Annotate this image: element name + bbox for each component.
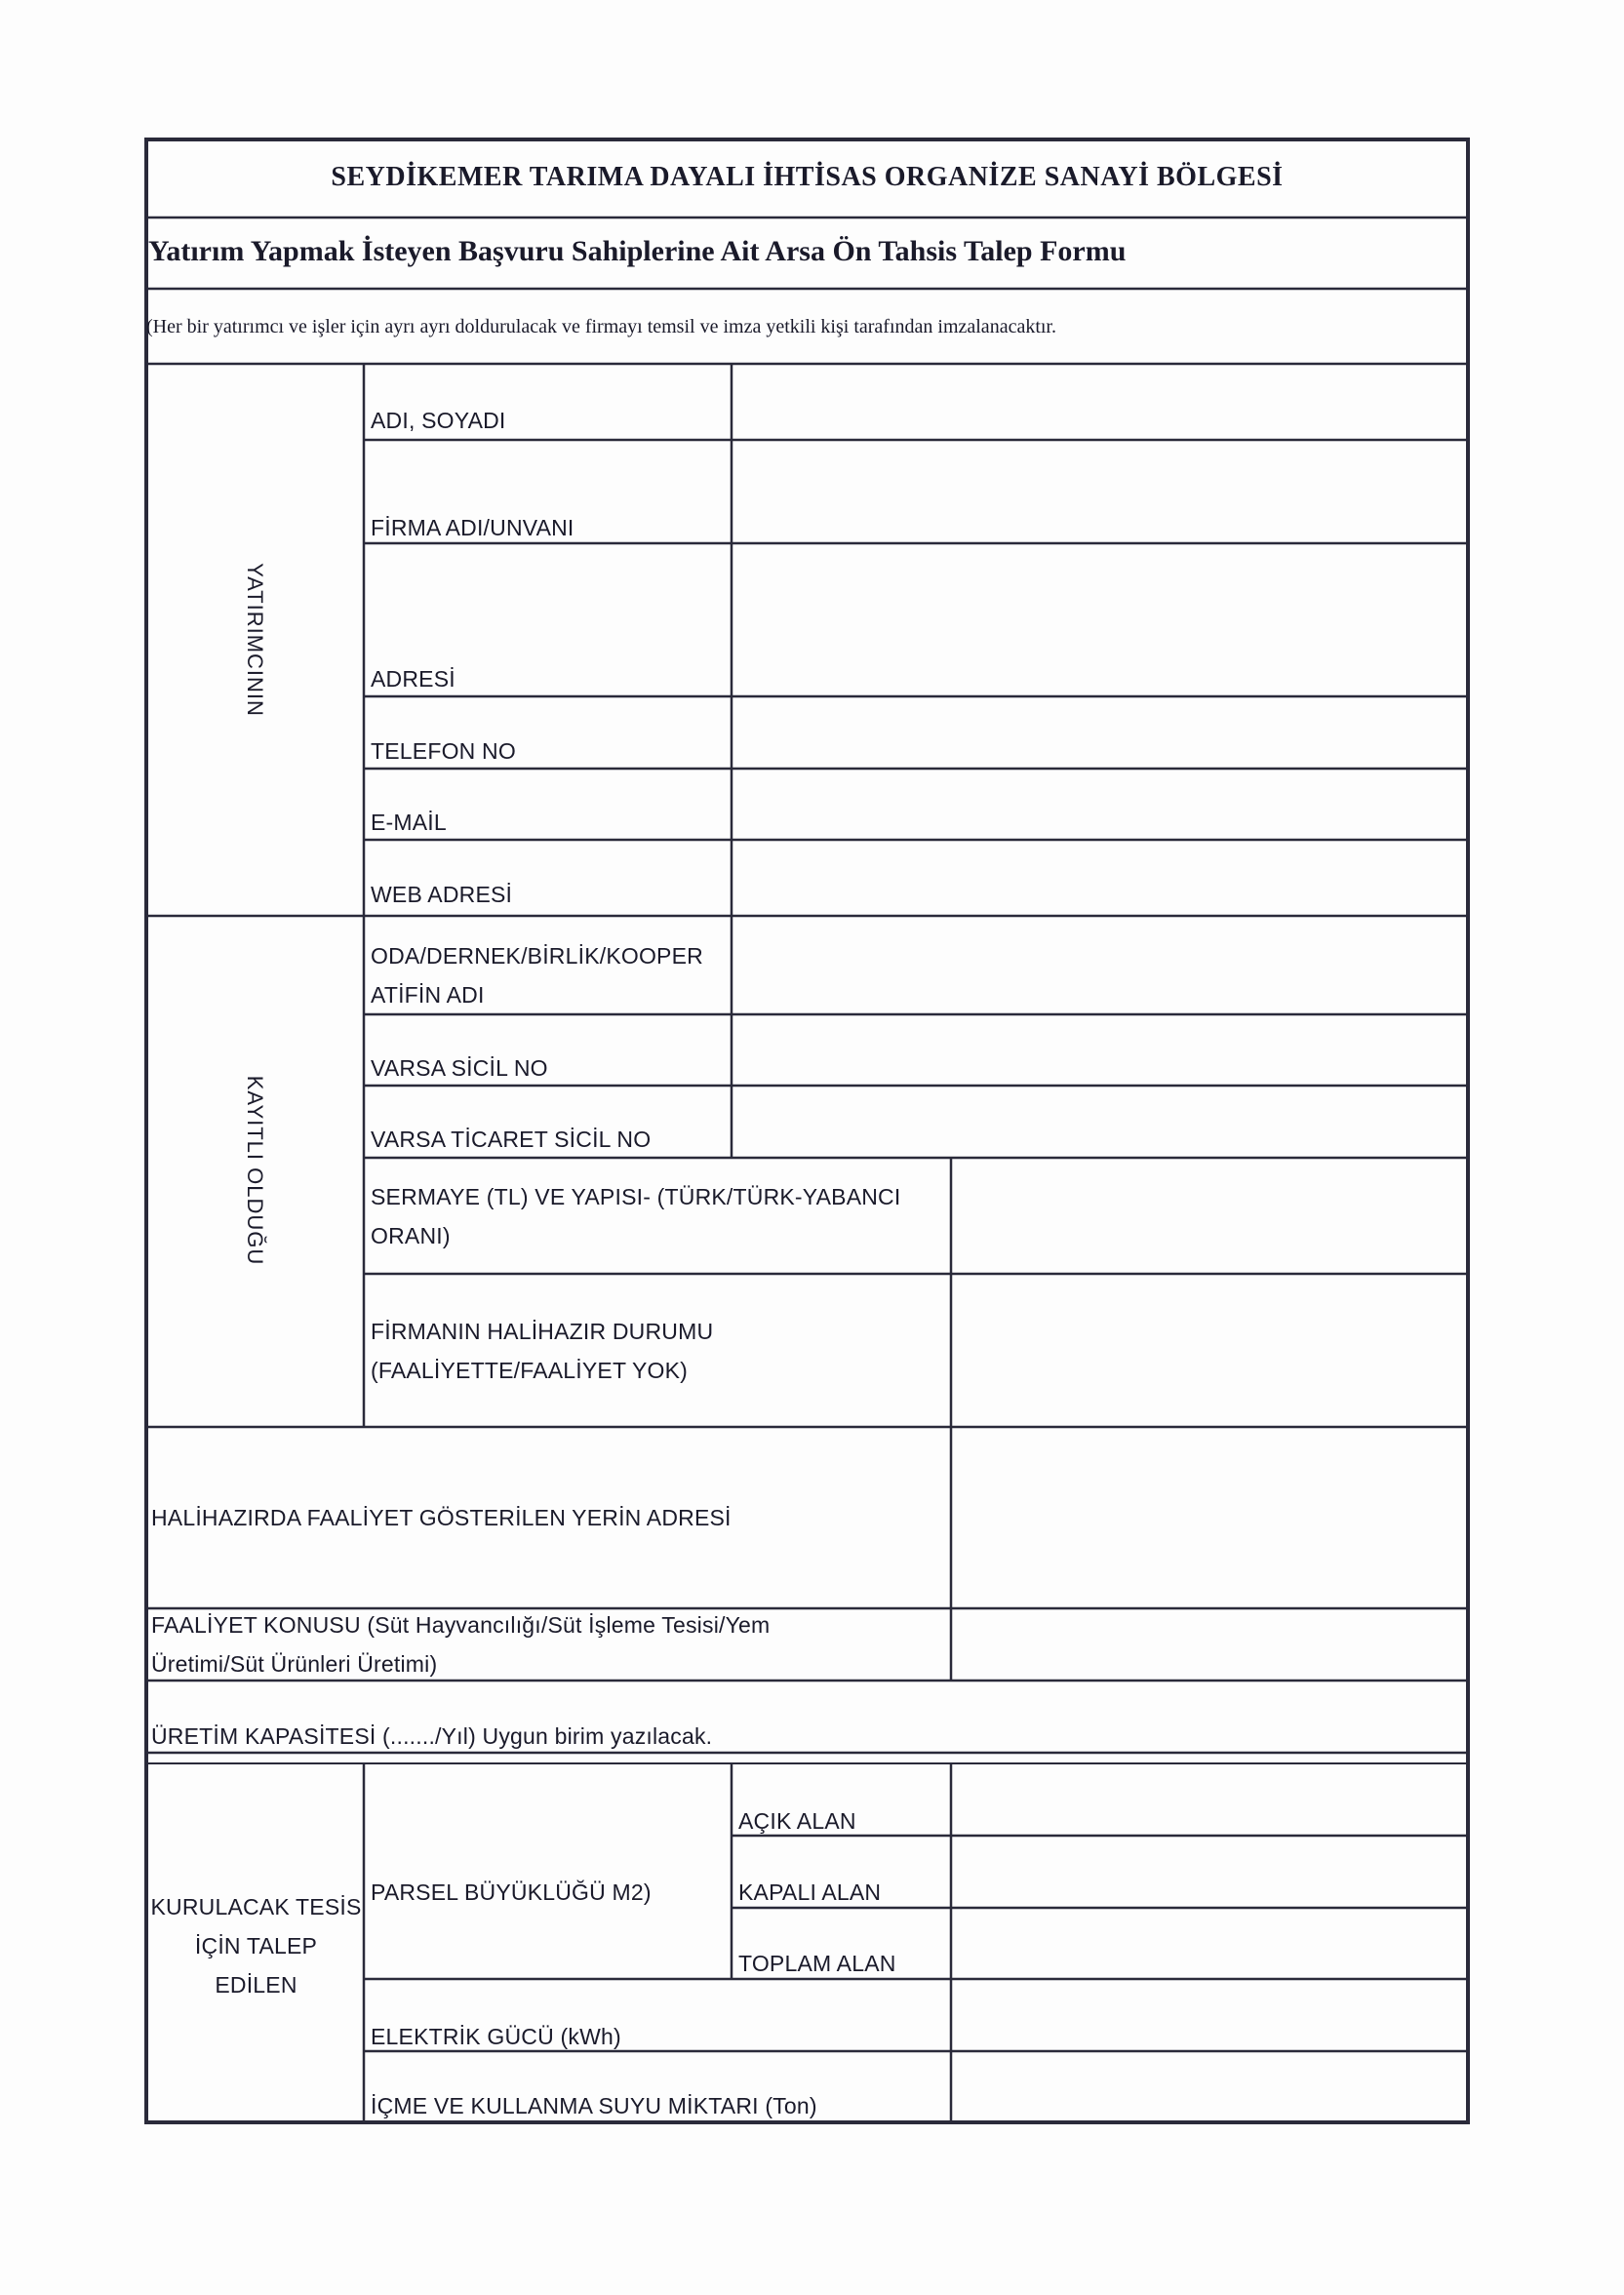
label-capital-line-1: SERMAYE (TL) VE YAPISI- (TÜRK/TÜRK-YABANCI [371,1184,901,1209]
label-trade-registry: VARSA TİCARET SİCİL NO [371,1127,652,1152]
label-web: WEB ADRESİ [371,882,513,907]
label-chamber-line-2: ATİFİN ADI [371,982,485,1008]
email-field[interactable] [733,771,1466,838]
label-company: FİRMA ADI/UNVANI [371,515,574,540]
open-area-field[interactable] [953,1765,1466,1834]
label-capacity: ÜRETİM KAPASİTESİ (......./Yıl) Uygun birim yazılacak. [151,1723,713,1749]
total-area-field[interactable] [953,1910,1466,1977]
label-address: ADRESİ [371,666,456,692]
label-chamber-line-1: ODA/DERNEK/BİRLİK/KOOPER [371,943,703,969]
company-field[interactable] [733,442,1466,541]
label-water: İÇME VE KULLANMA SUYU MİKTARI (Ton) [371,2093,817,2118]
label-closed-area: KAPALI ALAN [738,1880,882,1905]
name-field[interactable] [733,366,1466,438]
label-total-area: TOPLAM ALAN [738,1951,896,1976]
label-chamber [371,936,703,1014]
label-capital [371,1177,900,1255]
section-label-investor: YATIRIMCININ [243,563,267,717]
closed-area-field[interactable] [953,1838,1466,1906]
capital-field[interactable] [953,1160,1466,1272]
section-label-facility-line-3: EDİLEN [215,1972,297,1998]
power-field[interactable] [953,1981,1466,2049]
label-open-area: AÇIK ALAN [738,1808,856,1834]
web-field[interactable] [733,842,1466,914]
section-label-registered: KAYITLI OLDUĞU [243,1075,267,1266]
form-title: SEYDİKEMER TARIMA DAYALI İHTİSAS ORGANİZE SANAYİ BÖLGESİ [331,162,1284,192]
label-activity [151,1605,770,1683]
form-instructions: (Her bir yatırımcı ve işler için ayrı ayrı doldurulacak ve firmayı temsil ve imza yetkili kişi tarafından imzalanacaktır. [146,316,1056,337]
label-name: ADI, SOYADI [371,408,506,433]
label-phone: TELEFON NO [371,738,516,764]
form-subtitle: Yatırım Yapmak İsteyen Başvuru Sahiplerine Ait Arsa Ön Tahsis Talep Formu [148,235,1127,267]
trade-registry-field[interactable] [733,1088,1466,1156]
chamber-field[interactable] [733,918,1466,1012]
section-label-facility [148,1887,364,2004]
activity-field[interactable] [953,1610,1466,1679]
section-label-facility-line-1: KURULACAK TESİS [150,1894,362,1919]
registry-field[interactable] [733,1016,1466,1084]
label-email: E-MAİL [371,810,447,835]
capacity-field[interactable] [953,1682,1466,1751]
status-field[interactable] [953,1276,1466,1425]
label-status [371,1312,713,1390]
label-status-line-1: FİRMANIN HALİHAZIR DURUMU [371,1319,714,1344]
phone-field[interactable] [733,698,1466,767]
label-activity-line-2: Üretimi/Süt Ürünleri Üretimi) [151,1651,438,1677]
water-field[interactable] [953,2053,1466,2120]
current-address-field[interactable] [953,1429,1466,1606]
label-activity-line-1: FAALİYET KONUSU (Süt Hayvancılığı/Süt İşleme Tesisi/Yem [151,1612,771,1638]
section-label-facility-line-2: İÇİN TALEP [194,1933,318,1959]
label-power: ELEKTRİK GÜCÜ (kWh) [371,2024,621,2049]
label-current-address: HALİHAZIRDA FAALİYET GÖSTERİLEN YERİN ADRESİ [151,1505,732,1530]
label-status-line-2: (FAALİYETTE/FAALİYET YOK) [371,1358,688,1383]
label-parcel: PARSEL BÜYÜKLÜĞÜ M2) [371,1880,652,1905]
address-field[interactable] [733,545,1466,694]
label-registry: VARSA SİCİL NO [371,1055,548,1081]
label-capital-line-2: ORANI) [371,1223,451,1248]
